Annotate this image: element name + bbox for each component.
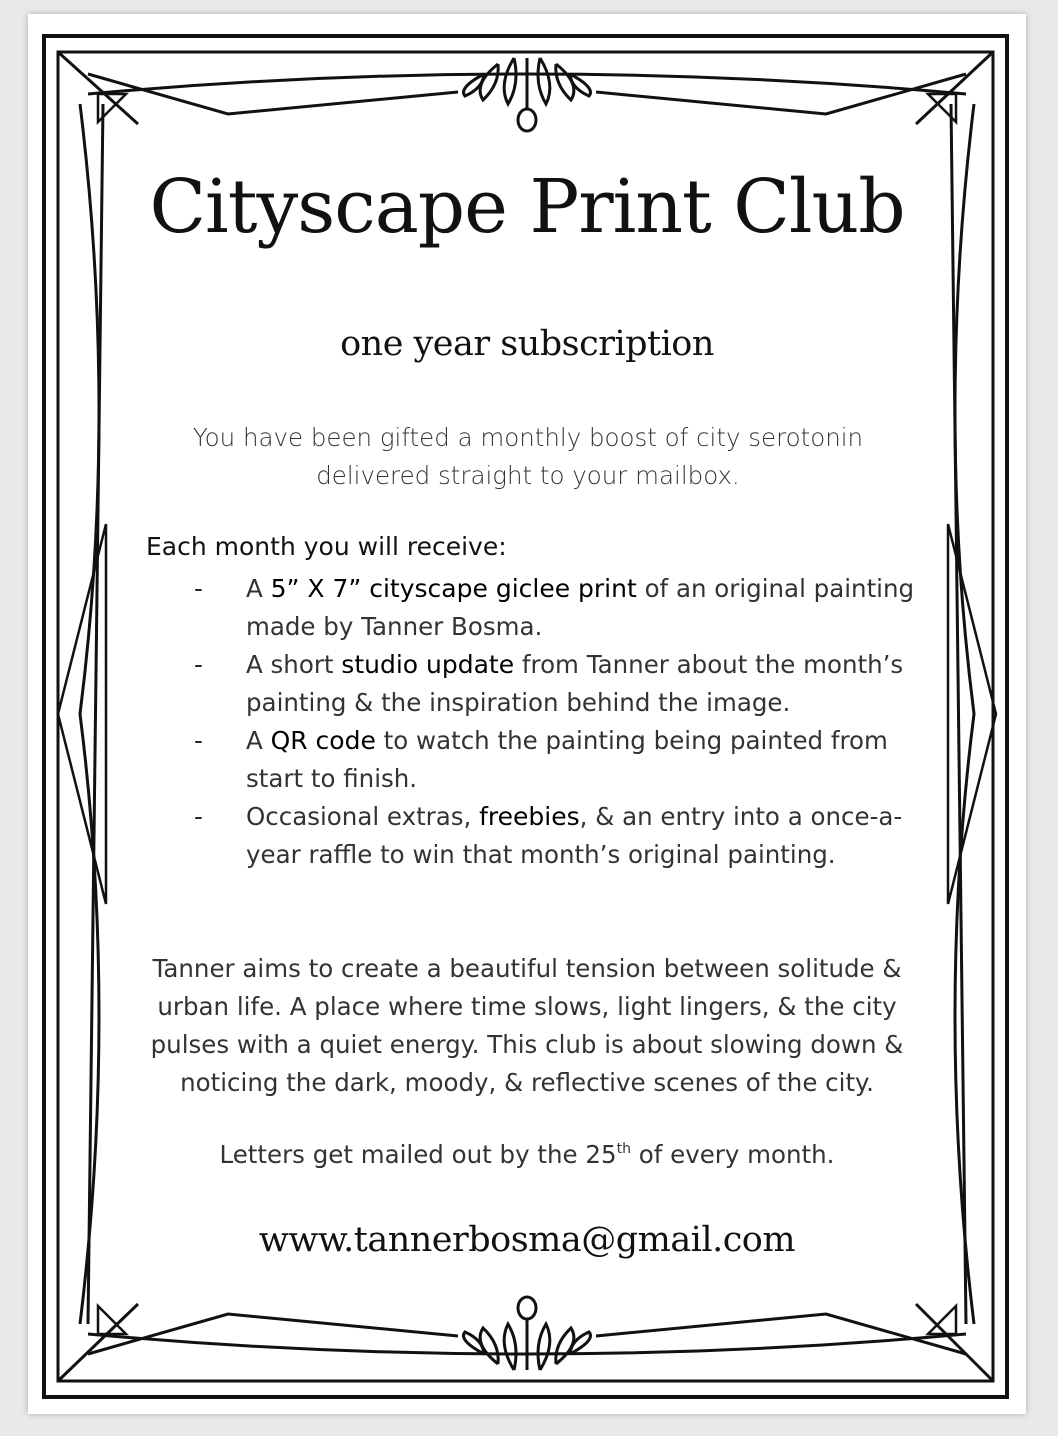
item-highlight: QR code bbox=[270, 726, 376, 755]
document-page bbox=[28, 14, 1026, 1414]
list-item bbox=[188, 722, 928, 798]
subtitle: one year subscription bbox=[340, 324, 714, 364]
about-line: urban life. A place where time slows, light lingers, & the city bbox=[157, 992, 897, 1021]
mailing-note bbox=[28, 1140, 1026, 1169]
list-item bbox=[188, 646, 928, 722]
bullet-dash: - bbox=[194, 802, 203, 831]
intro-line: You have been gifted a monthly boost of city serotonin bbox=[192, 423, 864, 452]
bullet-dash: - bbox=[194, 650, 203, 679]
benefits-list bbox=[188, 570, 928, 874]
about-paragraph bbox=[138, 950, 916, 1102]
flyer-content bbox=[28, 14, 1026, 1414]
about-line: Tanner aims to create a beautiful tension between solitude & bbox=[152, 954, 902, 983]
page-title: Cityscape Print Club bbox=[149, 164, 905, 250]
item-highlight: 5” X 7” cityscape giclee print bbox=[270, 574, 637, 603]
item-text-pre: A bbox=[246, 726, 271, 755]
item-text-post: from Tanner about the month’s painting & the inspiration behind the image. bbox=[246, 650, 904, 717]
intro-line: delivered straight to your mailbox. bbox=[316, 461, 740, 490]
mailing-note-sup: th bbox=[616, 1141, 631, 1157]
mailing-note-pre: Letters get mailed out by the 25 bbox=[219, 1140, 617, 1169]
item-highlight: freebies bbox=[479, 802, 580, 831]
about-line: pulses with a quiet energy. This club is about slowing down & bbox=[150, 1030, 904, 1059]
receive-heading: Each month you will receive: bbox=[146, 532, 507, 561]
item-text-post: , & an entry into a once-a-year raffle to win that month’s original painting. bbox=[246, 802, 903, 869]
list-item bbox=[188, 570, 928, 646]
bullet-dash: - bbox=[194, 726, 203, 755]
intro-paragraph bbox=[158, 419, 898, 495]
item-text-pre: Occasional extras, bbox=[246, 802, 480, 831]
item-text-post: to watch the painting being painted from start to finish. bbox=[246, 726, 888, 793]
about-line: noticing the dark, moody, & reflective scenes of the city. bbox=[180, 1068, 874, 1097]
contact-email: www.tannerbosma@gmail.com bbox=[258, 1220, 796, 1260]
bullet-dash: - bbox=[194, 574, 203, 603]
item-text-post: of an original painting made by Tanner Bosma. bbox=[246, 574, 915, 641]
item-text-pre: A bbox=[246, 574, 271, 603]
list-item bbox=[188, 798, 928, 874]
item-text-pre: A short bbox=[246, 650, 342, 679]
mailing-note-post: of every month. bbox=[630, 1140, 835, 1169]
item-highlight: studio update bbox=[341, 650, 515, 679]
